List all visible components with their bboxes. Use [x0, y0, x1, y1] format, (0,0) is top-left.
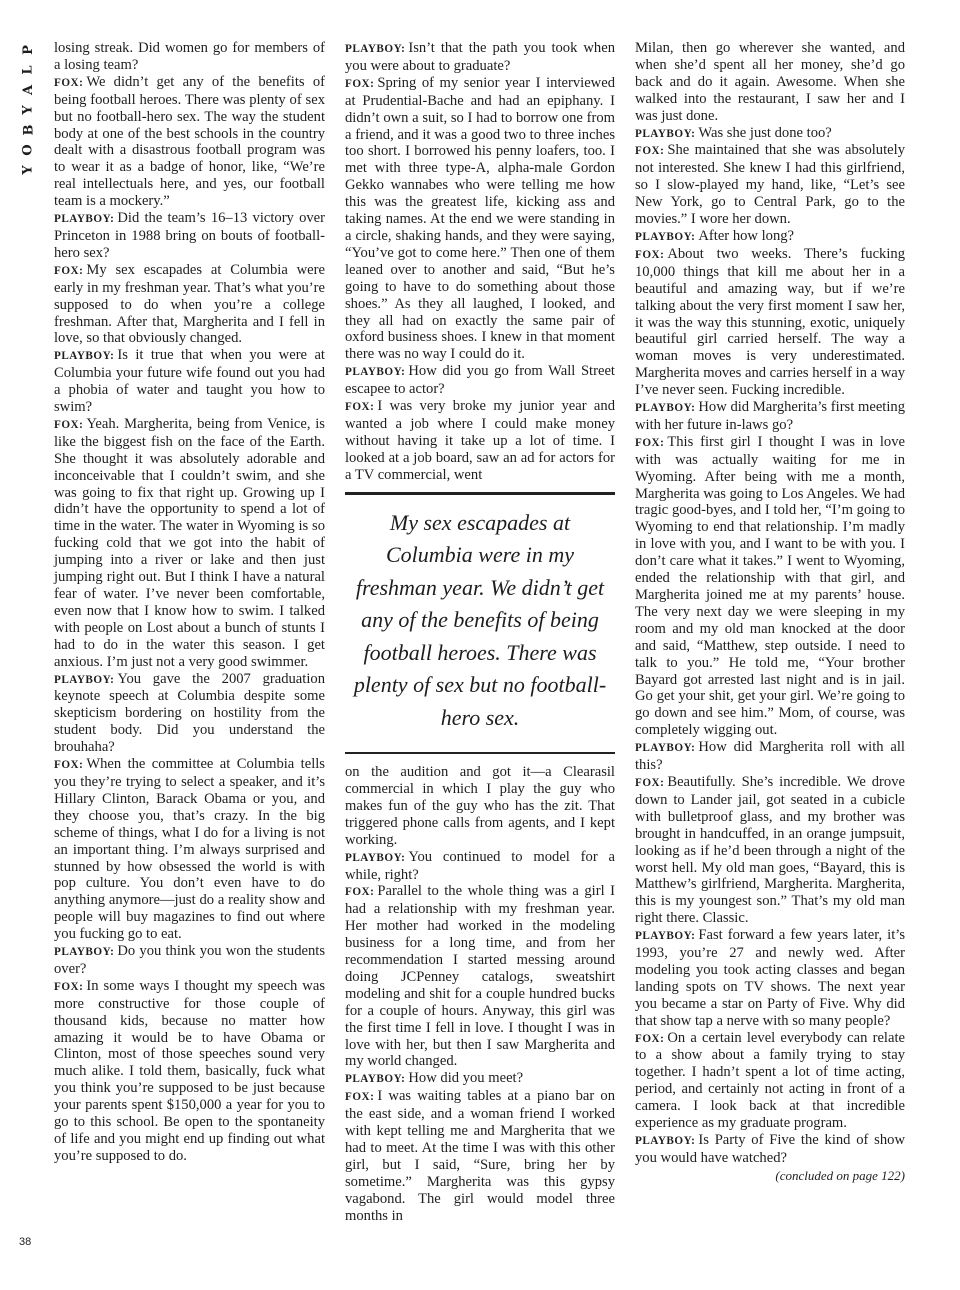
- paragraph-text: on the audition and got it—a Clearasil commercial in which I play the guy who makes fun of the guy who has the zit. That triggered phone calls from agents, and I kept working.: [345, 764, 615, 848]
- paragraph-text: Is Party of Five the kind of show you would have watched?: [635, 1132, 905, 1166]
- interview-paragraph: [345, 883, 615, 1070]
- logo-letter: Y: [21, 165, 36, 175]
- interview-paragraph: [635, 246, 905, 399]
- interview-paragraph: [635, 1132, 905, 1167]
- logo-letter: A: [21, 84, 36, 96]
- paragraph-text: We didn’t get any of the benefits of being football heroes. There was plenty of sex but no football-hero sex. The way the student body at one of the best schools in the country dealt with a disastrous football program was to wear it as a badge of honor, like, “We’re real intellectuals here, and yes, our football team is a mockery.”: [54, 73, 325, 210]
- speaker-label: PLAYBOY:: [635, 230, 696, 243]
- paragraph-text: She maintained that she was absolutely not interested. She knew I had this girlfriend, so I slow-played my hand, like, “Let’s see New York, go to Central Park, go to the movies.” I wore her down.: [635, 142, 905, 228]
- speaker-label: PLAYBOY:: [635, 127, 696, 140]
- logo-letter: Y: [21, 105, 36, 115]
- interview-paragraph: [635, 125, 905, 143]
- interview-paragraph: [345, 398, 615, 484]
- paragraph-text: How did you meet?: [408, 1070, 524, 1087]
- interview-paragraph: [54, 210, 325, 262]
- magazine-logo-vertical: [20, 40, 38, 180]
- interview-paragraph: [635, 774, 905, 927]
- paragraph-text: How did you go from Wall Street escapee to actor?: [345, 363, 615, 398]
- speaker-label: FOX:: [54, 264, 84, 277]
- paragraph-text: Yeah. Margherita, being from Venice, is like the biggest fish on the face of the Earth. She thought it was absolutely adorable and inconceivable that I couldn’t swim, and she was going to fix that right up. Growing up I didn’t have the opportunity to spend a lot of time in the water. The water in Wyoming is so fucking cold that we got into the habit of jumping into a river or lake and then just jumping right out. But I think I have a natural fear of water. I’ve never been comfortable, even now that I know how to swim. I talked with people on Lost about a bunch of stunts I had to do in the water this season. I get anxious. I’m just not a very good swimmer.: [54, 415, 325, 670]
- paragraph-text: Parallel to the whole thing was a girl I had a relationship with my freshman year. Her mother had worked in the modeling business for a long time, and from her recommendation I started messing around doing JCPenney catalogs, sweatshirt modeling and shit for a couple hundred bucks for a couple of hours. Anyway, this girl was the first time I fell in love. I thought I was in love with her, but then I saw Margherita and my world changed.: [345, 883, 615, 1070]
- article-column-3: [635, 40, 905, 1185]
- speaker-label: PLAYBOY:: [54, 946, 115, 959]
- paragraph-text: This first girl I thought I was in love with was actually waiting for me in Wyoming. After being with me a month, Margherita was going to Los Angeles. We had tragic good-byes, and I told her, “I’m going to Wyoming to end that relationship. I’m madly in love with you, and I want to be with you. I don’t care what it takes.” I went to Wyoming, ended the relationship with that girl, and Margherita joined me at my parents’ house. The very next day we were sleeping in my room and my old man knocked at the door and said, “Matthew, step outside. I need to talk to you.” He told me, “Your brother Bayard got arrested last night and is in jail. Go get your shit, get your girl. We’re going to go down and see him.” Mom, of course, was completely wigging out.: [635, 433, 905, 739]
- logo-letter: L: [20, 65, 36, 75]
- interview-paragraph: [635, 142, 905, 228]
- paragraph-text: I was very broke my junior year and wanted a job where I could make money without having it take up a lot of time. I looked at a job board, saw an ad for actors for a TV commercial, went: [345, 398, 615, 483]
- speaker-label: FOX:: [54, 980, 84, 993]
- interview-paragraph: [345, 849, 615, 884]
- paragraph-text: In some ways I thought my speech was more constructive for those couple of thousand kids, because no matter how amazing it would be to have Obama or Clinton, most of those speeches sound very much alike. I told them, basically, fuck what you think you’re supposed to be just because your parents spent $150,000 a year for you to go to this school. Be open to the spontaneity of life and you might end up finding out what you’re supposed to do.: [54, 977, 325, 1164]
- speaker-label: FOX:: [345, 401, 375, 414]
- speaker-label: PLAYBOY:: [345, 1073, 406, 1086]
- interview-paragraph: [635, 1030, 905, 1132]
- paragraph-text: You gave the 2007 graduation keynote speech at Columbia despite some skepticism bordering on hostility from the student body. Did you understand the brouhaha?: [54, 670, 325, 756]
- interview-paragraph: [345, 75, 615, 363]
- interview-paragraph: [54, 416, 325, 671]
- interview-paragraph: [345, 363, 615, 398]
- paragraph-text: Was she just done too?: [698, 124, 832, 141]
- interview-paragraph: [345, 764, 615, 849]
- speaker-label: FOX:: [345, 886, 375, 899]
- interview-paragraph: [54, 74, 325, 210]
- speaker-label: PLAYBOY:: [345, 851, 406, 864]
- interview-paragraph: [345, 40, 615, 75]
- paragraph-text: How did Margherita roll with all this?: [635, 739, 905, 774]
- paragraph-text: When the committee at Columbia tells you they’re trying to select a speaker, and it’s Hillary Clinton, Barack Obama or you, and they choose you, that’s crazy. In the big scheme of things, what I do for a living is not an important thing. I’m always surprised and stunned by how obsessed the world is with pop culture. You don’t even have to do anything anymore—just do a reality show and people will buy magazines to find out where you fucking go to eat.: [54, 756, 325, 943]
- speaker-label: FOX:: [54, 76, 84, 89]
- speaker-label: PLAYBOY:: [54, 673, 115, 686]
- speaker-label: PLAYBOY:: [635, 1135, 696, 1147]
- speaker-label: PLAYBOY:: [635, 402, 696, 415]
- paragraph-text: Isn’t that the path you took when you were about to graduate?: [345, 40, 615, 74]
- article-column-2: [345, 40, 615, 1225]
- logo-letter: O: [20, 144, 36, 156]
- paragraph-text: Fast forward a few years later, it’s 1993, you’re 27 and newly wed. After modeling you took acting classes and began landing spots on TV shows. The next year you became a star on Party of Five. Why did that show tap a nerve with so many people?: [635, 927, 905, 1029]
- paragraph-text: I was waiting tables at a piano bar on the east side, and a woman friend I worked with kept telling me and Margherita that we had to meet. At the time I was with this other girl, but I said, “Sure, bring her by sometime.” Margherita was this gypsy vagabond. The girl would model three months in: [345, 1088, 615, 1224]
- speaker-label: FOX:: [635, 1032, 665, 1045]
- speaker-label: PLAYBOY:: [635, 930, 696, 943]
- interview-paragraph: [635, 40, 905, 125]
- interview-paragraph: [345, 1070, 615, 1088]
- paragraph-text: How did Margherita’s first meeting with her future in-laws go?: [635, 399, 905, 433]
- speaker-label: PLAYBOY:: [345, 366, 406, 379]
- interview-paragraph: [54, 262, 325, 348]
- logo-letter: B: [21, 124, 36, 136]
- speaker-label: FOX:: [54, 759, 84, 772]
- paragraph-text: After how long?: [698, 227, 795, 244]
- logo-letter: P: [21, 45, 36, 55]
- paragraph-text: My sex escapades at Columbia were early in my freshman year. That’s what you’re supposed to do when you’re a college freshman. After that, Margherita and I fell in love, so that obviously changed.: [54, 261, 325, 347]
- speaker-label: FOX:: [635, 145, 665, 158]
- interview-paragraph: [54, 671, 325, 757]
- speaker-label: FOX:: [635, 248, 665, 261]
- paragraph-text: losing streak. Did women go for members of a losing team?: [54, 40, 325, 73]
- interview-paragraph: [54, 978, 325, 1165]
- paragraph-text: About two weeks. There’s fucking 10,000 things that kill me about her in a beautiful and amazing way, but if we’re talking about the very first moment I saw her, it was the way this stunning, exotic, uniquely beautiful girl carried herself. The way a woman moves is very underestimated. Margherita moves and carries herself in a way I’ve never seen. Fucking incredible.: [635, 245, 906, 399]
- interview-paragraph: [635, 228, 905, 246]
- speaker-label: FOX:: [345, 77, 375, 90]
- paragraph-text: Milan, then go wherever she wanted, and when she’d spent all her money, she’d go back and do it again. Awesome. When she walked into the restaurant, I saw her and I was just done.: [635, 40, 905, 124]
- interview-paragraph: [54, 943, 325, 978]
- interview-paragraph: [635, 739, 905, 774]
- speaker-label: PLAYBOY:: [635, 742, 696, 755]
- interview-paragraph: [635, 927, 905, 1029]
- interview-paragraph: [54, 347, 325, 416]
- continuation-note: (concluded on page 122): [775, 1167, 905, 1183]
- interview-paragraph: [635, 434, 905, 739]
- speaker-label: FOX:: [345, 1091, 375, 1104]
- paragraph-text: Did the team’s 16–13 victory over Princeton in 1988 bring on bouts of football-hero sex?: [54, 210, 325, 261]
- speaker-label: FOX:: [54, 418, 84, 431]
- interview-paragraph: [345, 1088, 615, 1224]
- paragraph-text: Is it true that when you were at Columbia your future wife found out you had a phobia of water and taught you how to swim?: [54, 347, 325, 416]
- speaker-label: PLAYBOY:: [54, 350, 115, 363]
- paragraph-text: Do you think you won the students over?: [54, 943, 325, 977]
- paragraph-text: Spring of my senior year I interviewed at Prudential-Bache and had an epiphany. I didn’t own a suit, so I had to borrow one from a friend, and it was a good two to three inches too short. I borrowed his penny loafers, too. I met with three type-A, alpha-male Gordon Gekko wannabes who were telling me how this was the greatest life, kicking ass and taking names. At the end we were standing in a circle, shaking hands, and they were saying, “You’ve got to come here.” Then one of them leaned over to another and said, “But he’s going to have to do something about those shoes.” As they all laughed, I looked, and they all had on exactly the same pair of oxford business shoes. I knew in that moment there was no way I could do it.: [345, 74, 615, 363]
- speaker-label: PLAYBOY:: [345, 43, 406, 55]
- interview-paragraph: [54, 756, 325, 943]
- paragraph-text: On a certain level everybody can relate to a show about a family trying to stay together. I hadn’t spent a lot of time acting, period, and certainly not acting in front of a camera. I look back at that incredible experience as my graduate program.: [635, 1029, 905, 1132]
- page-number: 38: [19, 1236, 32, 1248]
- pull-quote: My sex escapades at Columbia were in my freshman year. We didn’t get any of the benefits of being football heroes. There was plenty of sex but no football-hero sex.: [345, 492, 615, 755]
- speaker-label: FOX:: [635, 776, 665, 789]
- article-column-1: [54, 40, 325, 1165]
- paragraph-text: Beautifully. She’s incredible. We drove down to Lander jail, got seated in a cubicle with bulletproof glass, and my brother was brought in handcuffed, in an orange jumpsuit, looking as if he’d been through a night of the worst hell. My old man goes, “Bayard, this is Matthew’s girlfriend, Margherita. Margherita, this is my youngest son.” That’s my old man right there. Classic.: [635, 773, 905, 927]
- speaker-label: FOX:: [635, 436, 665, 449]
- paragraph-text: You continued to model for a while, right?: [345, 848, 615, 883]
- speaker-label: PLAYBOY:: [54, 213, 115, 226]
- interview-paragraph: [54, 40, 325, 74]
- interview-paragraph: [635, 399, 905, 434]
